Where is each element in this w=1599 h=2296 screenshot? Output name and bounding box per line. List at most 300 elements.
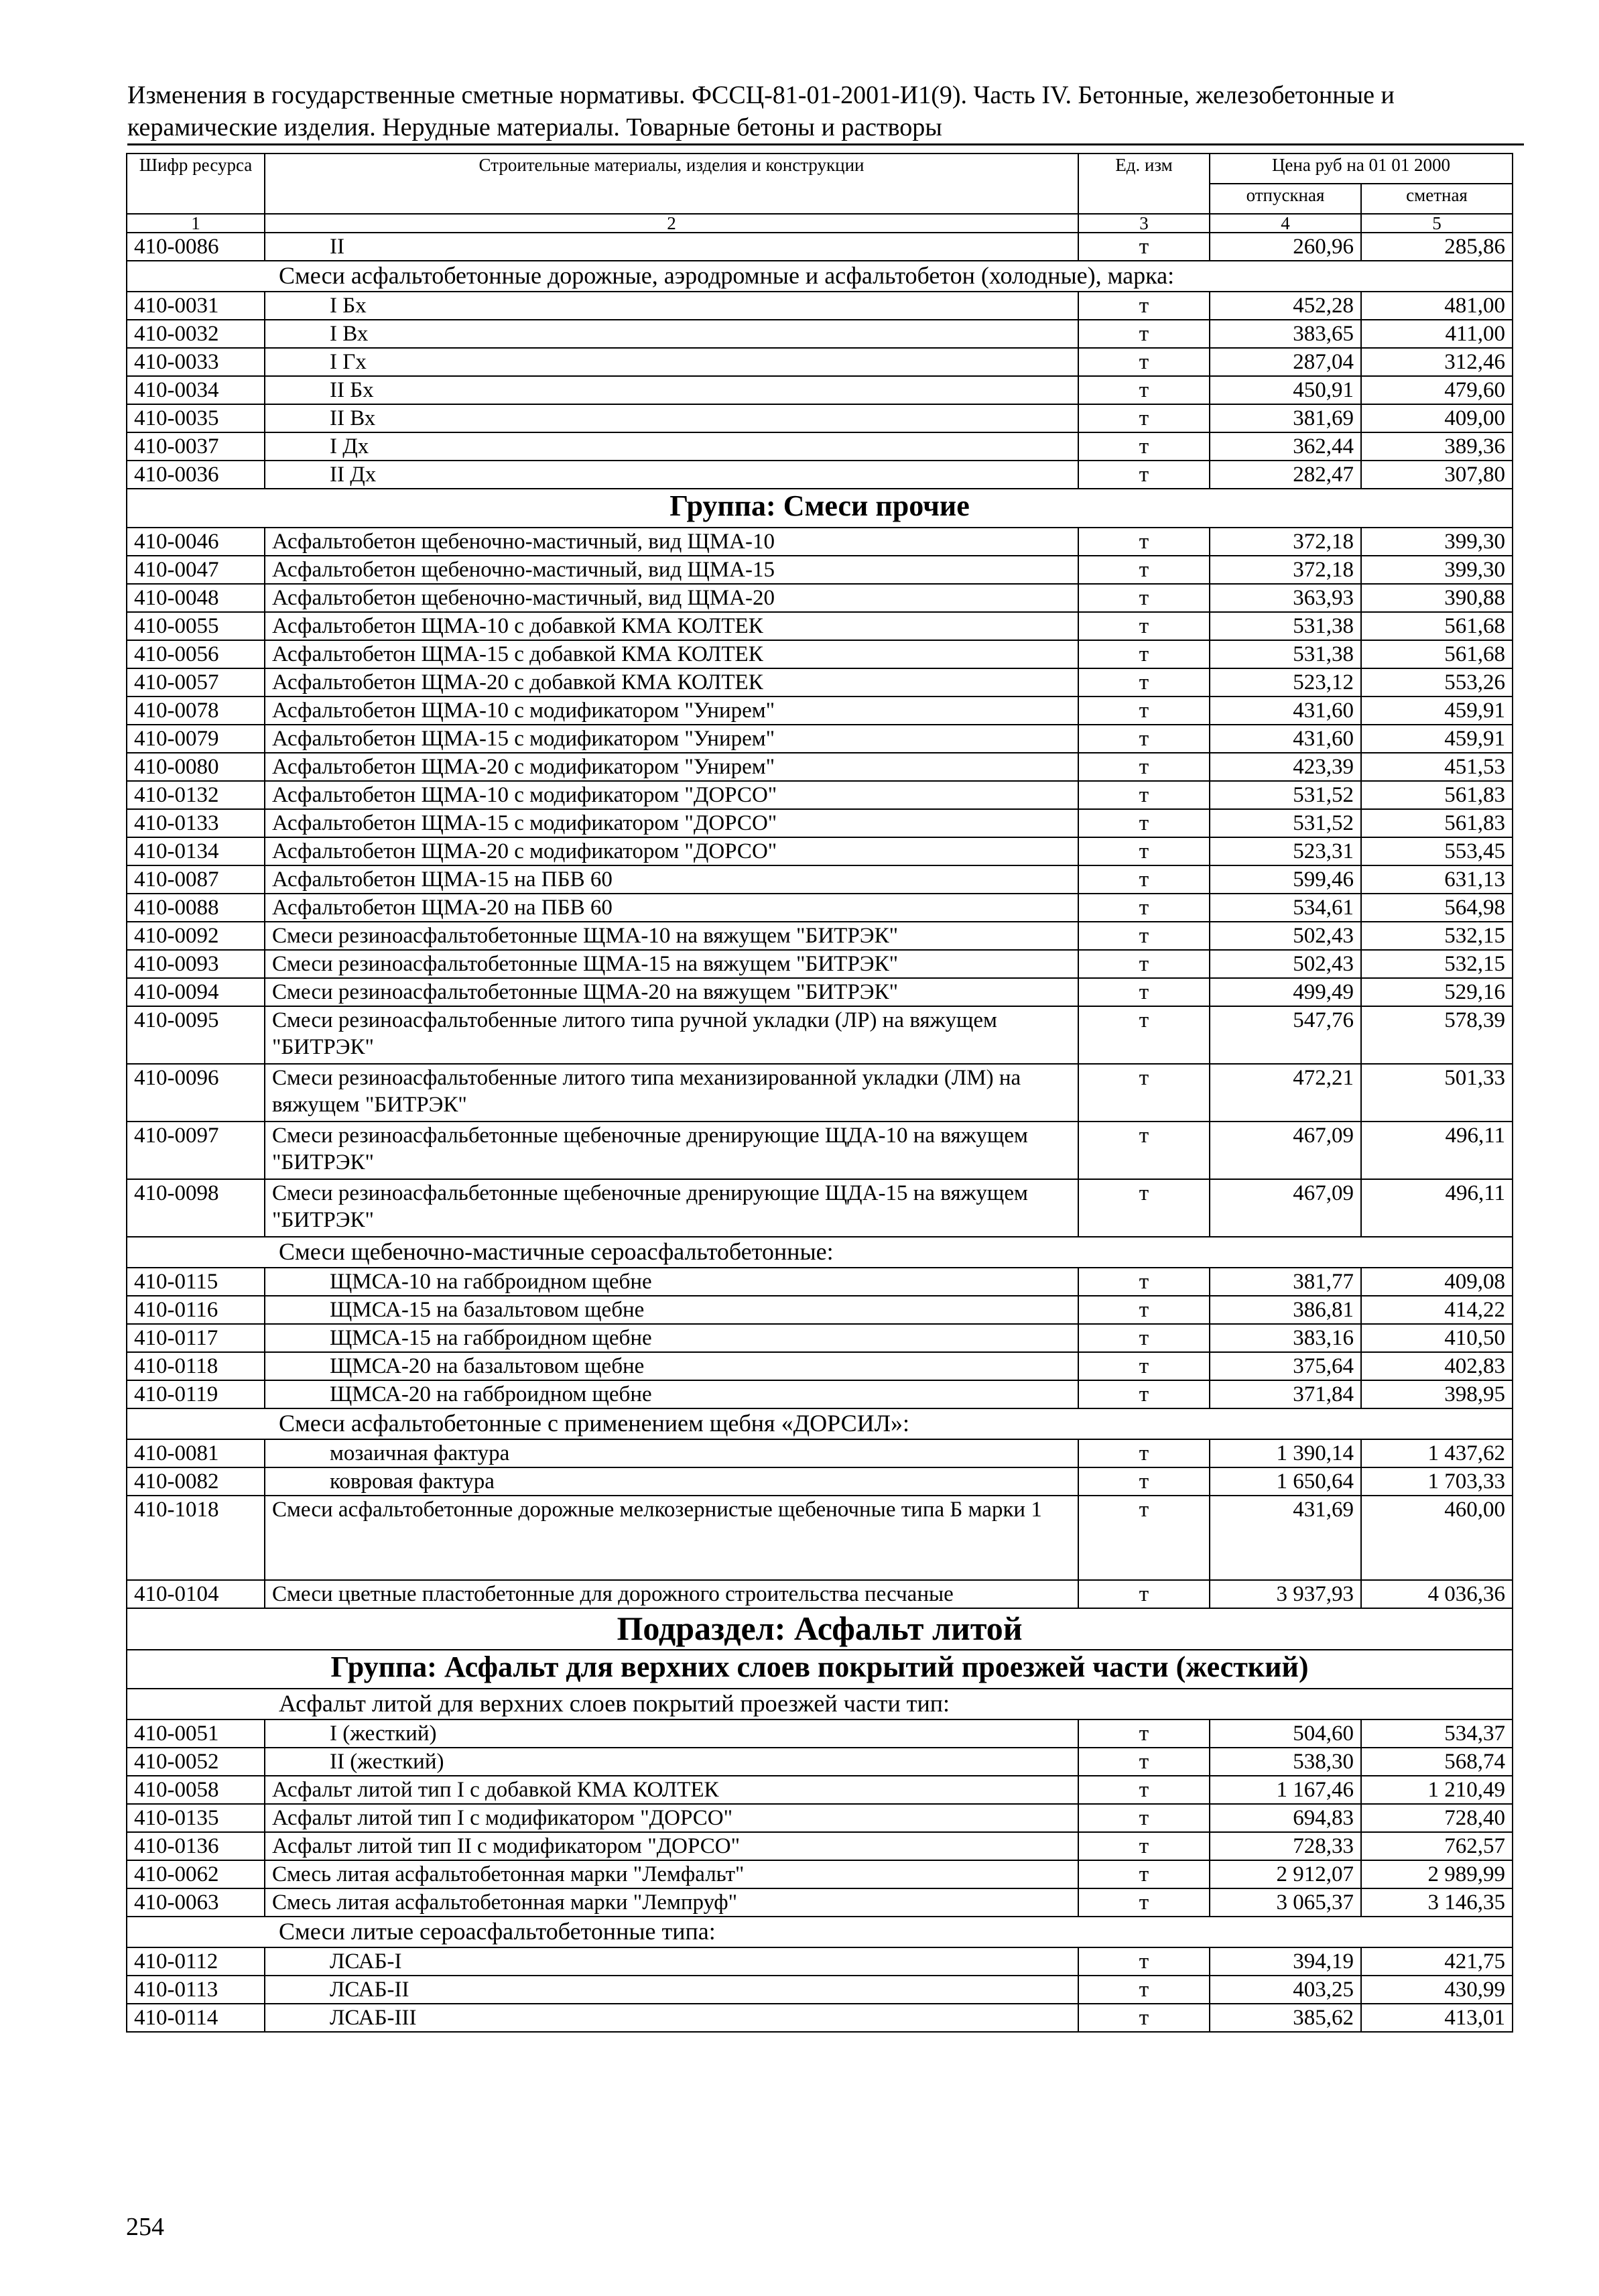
price-estimate: 459,91 xyxy=(1361,697,1513,725)
material-name: ковровая фактура xyxy=(265,1467,1078,1496)
price-estimate: 410,50 xyxy=(1361,1324,1513,1352)
group-heading: Группа: Смеси прочие xyxy=(127,489,1513,528)
unit-of-measure: т xyxy=(1078,233,1210,261)
price-estimate: 496,11 xyxy=(1361,1122,1513,1179)
resource-code: 410-0035 xyxy=(127,404,265,432)
material-name: Асфальт литой тип I с добавкой КМА КОЛТЕК xyxy=(265,1776,1078,1804)
resource-code: 410-0104 xyxy=(127,1580,265,1608)
unit-of-measure: т xyxy=(1078,922,1210,950)
section-label: Смеси асфальтобетонные с применением щебня «ДОРСИЛ»: xyxy=(127,1408,1513,1439)
material-name: ЩМСА-15 на базальтовом щебне xyxy=(265,1296,1078,1324)
table-row xyxy=(127,1268,1513,1296)
table-row xyxy=(127,1064,1513,1122)
price-release: 531,38 xyxy=(1210,640,1361,668)
price-estimate: 564,98 xyxy=(1361,894,1513,922)
price-estimate: 1 703,33 xyxy=(1361,1467,1513,1496)
column-header-price: Цена руб на 01 01 2000 xyxy=(1210,154,1513,184)
price-release: 523,12 xyxy=(1210,668,1361,697)
resource-code: 410-0047 xyxy=(127,556,265,584)
unit-of-measure: т xyxy=(1078,1179,1210,1237)
price-release: 362,44 xyxy=(1210,432,1361,461)
price-release: 375,64 xyxy=(1210,1352,1361,1380)
price-estimate: 398,95 xyxy=(1361,1380,1513,1408)
table-row xyxy=(127,528,1513,556)
resource-code: 410-0092 xyxy=(127,922,265,950)
resource-code: 410-0057 xyxy=(127,668,265,697)
table-row xyxy=(127,1719,1513,1748)
unit-of-measure: т xyxy=(1078,1006,1210,1064)
table-row xyxy=(127,1496,1513,1580)
header-rule xyxy=(127,143,1524,145)
material-name: II Вх xyxy=(265,404,1078,432)
table-row xyxy=(127,837,1513,865)
group-heading: Группа: Асфальт для верхних слоев покрытий проезжей части (жесткий) xyxy=(127,1650,1513,1689)
subsection-heading: Подраздел: Асфальт литой xyxy=(127,1608,1513,1650)
unit-of-measure: т xyxy=(1078,1776,1210,1804)
resource-code: 410-0033 xyxy=(127,348,265,376)
price-estimate: 459,91 xyxy=(1361,725,1513,753)
price-estimate: 1 437,62 xyxy=(1361,1439,1513,1467)
table-row xyxy=(127,1580,1513,1608)
material-name: Асфальтобетон ЩМА-15 с модификатором "ДОРСО" xyxy=(265,809,1078,837)
unit-of-measure: т xyxy=(1078,1467,1210,1496)
unit-of-measure: т xyxy=(1078,1976,1210,2004)
price-estimate: 568,74 xyxy=(1361,1748,1513,1776)
price-estimate: 762,57 xyxy=(1361,1832,1513,1860)
table-row xyxy=(127,781,1513,809)
table-row xyxy=(127,320,1513,348)
table-row xyxy=(127,1832,1513,1860)
resource-code: 410-0032 xyxy=(127,320,265,348)
unit-of-measure: т xyxy=(1078,461,1210,489)
price-release: 371,84 xyxy=(1210,1380,1361,1408)
price-release: 431,69 xyxy=(1210,1496,1361,1580)
price-release: 502,43 xyxy=(1210,922,1361,950)
unit-of-measure: т xyxy=(1078,1122,1210,1179)
resource-code: 410-0113 xyxy=(127,1976,265,2004)
table-row xyxy=(127,809,1513,837)
resource-code: 410-1018 xyxy=(127,1496,265,1580)
unit-of-measure: т xyxy=(1078,612,1210,640)
table-row xyxy=(127,1439,1513,1467)
resource-code: 410-0036 xyxy=(127,461,265,489)
table-row xyxy=(127,2004,1513,2032)
table-row xyxy=(127,292,1513,320)
table-row xyxy=(127,865,1513,894)
unit-of-measure: т xyxy=(1078,1324,1210,1352)
group-heading-row xyxy=(127,1650,1513,1689)
table-row xyxy=(127,753,1513,781)
material-name: Асфальтобетон ЩМА-20 на ПБВ 60 xyxy=(265,894,1078,922)
price-release: 472,21 xyxy=(1210,1064,1361,1122)
price-release: 502,43 xyxy=(1210,950,1361,978)
unit-of-measure: т xyxy=(1078,697,1210,725)
resource-code: 410-0117 xyxy=(127,1324,265,1352)
section-label-row xyxy=(127,1408,1513,1439)
material-name: Асфальтобетон щебеночно-мастичный, вид ЩМА-20 xyxy=(265,584,1078,612)
resource-code: 410-0132 xyxy=(127,781,265,809)
table-row xyxy=(127,1860,1513,1888)
table-row xyxy=(127,461,1513,489)
unit-of-measure: т xyxy=(1078,781,1210,809)
unit-of-measure: т xyxy=(1078,404,1210,432)
column-number: 2 xyxy=(265,214,1078,233)
price-estimate: 534,37 xyxy=(1361,1719,1513,1748)
resource-code: 410-0055 xyxy=(127,612,265,640)
price-release: 467,09 xyxy=(1210,1122,1361,1179)
resource-code: 410-0082 xyxy=(127,1467,265,1496)
section-label-row xyxy=(127,1237,1513,1268)
page-number: 254 xyxy=(126,2213,164,2241)
price-release: 3 065,37 xyxy=(1210,1888,1361,1917)
price-release: 728,33 xyxy=(1210,1832,1361,1860)
price-estimate: 561,68 xyxy=(1361,612,1513,640)
resource-code: 410-0118 xyxy=(127,1352,265,1380)
price-estimate: 409,00 xyxy=(1361,404,1513,432)
header-line-1: Изменения в государственные сметные нормативы. ФССЦ-81-01-2001-И1(9). Часть IV. Бетонные, железобетонные и xyxy=(127,81,1395,109)
unit-of-measure: т xyxy=(1078,320,1210,348)
price-estimate: 2 989,99 xyxy=(1361,1860,1513,1888)
column-header-code: Шифр ресурса xyxy=(127,154,265,214)
material-name: Асфальтобетон ЩМА-10 с модификатором "ДОРСО" xyxy=(265,781,1078,809)
price-release: 431,60 xyxy=(1210,725,1361,753)
unit-of-measure: т xyxy=(1078,1804,1210,1832)
unit-of-measure: т xyxy=(1078,556,1210,584)
resource-code: 410-0119 xyxy=(127,1380,265,1408)
resource-code: 410-0096 xyxy=(127,1064,265,1122)
material-name: Асфальтобетон ЩМА-15 на ПБВ 60 xyxy=(265,865,1078,894)
column-header-name: Строительные материалы, изделия и конструкции xyxy=(265,154,1078,214)
material-name: Асфальтобетон ЩМА-10 с добавкой КМА КОЛТЕК xyxy=(265,612,1078,640)
material-name: ЛСАБ-III xyxy=(265,2004,1078,2032)
price-estimate: 561,83 xyxy=(1361,781,1513,809)
price-release: 381,69 xyxy=(1210,404,1361,432)
material-name: Асфальтобетон ЩМА-15 с добавкой КМА КОЛТЕК xyxy=(265,640,1078,668)
price-release: 694,83 xyxy=(1210,1804,1361,1832)
resource-code: 410-0034 xyxy=(127,376,265,404)
table-row xyxy=(127,612,1513,640)
price-release: 450,91 xyxy=(1210,376,1361,404)
column-number: 1 xyxy=(127,214,265,233)
material-name: Асфальтобетон ЩМА-20 с добавкой КМА КОЛТЕК xyxy=(265,668,1078,697)
resource-code: 410-0087 xyxy=(127,865,265,894)
price-estimate: 430,99 xyxy=(1361,1976,1513,2004)
unit-of-measure: т xyxy=(1078,1719,1210,1748)
resource-code: 410-0088 xyxy=(127,894,265,922)
unit-of-measure: т xyxy=(1078,753,1210,781)
material-name: Асфальт литой тип I с модификатором "ДОРСО" xyxy=(265,1804,1078,1832)
price-release: 385,62 xyxy=(1210,2004,1361,2032)
resource-code: 410-0037 xyxy=(127,432,265,461)
unit-of-measure: т xyxy=(1078,1748,1210,1776)
price-estimate: 561,83 xyxy=(1361,809,1513,837)
unit-of-measure: т xyxy=(1078,1352,1210,1380)
price-release: 423,39 xyxy=(1210,753,1361,781)
unit-of-measure: т xyxy=(1078,1947,1210,1976)
price-release: 531,52 xyxy=(1210,809,1361,837)
material-name: Асфальт литой тип II с модификатором "ДОРСО" xyxy=(265,1832,1078,1860)
material-name: ЛСАБ-II xyxy=(265,1976,1078,2004)
unit-of-measure: т xyxy=(1078,1439,1210,1467)
column-header-unit: Ед. изм xyxy=(1078,154,1210,214)
price-release: 599,46 xyxy=(1210,865,1361,894)
price-estimate: 402,83 xyxy=(1361,1352,1513,1380)
price-release: 523,31 xyxy=(1210,837,1361,865)
table-row xyxy=(127,1179,1513,1237)
table-row xyxy=(127,668,1513,697)
resource-code: 410-0052 xyxy=(127,1748,265,1776)
resource-code: 410-0115 xyxy=(127,1268,265,1296)
unit-of-measure: т xyxy=(1078,950,1210,978)
price-release: 531,38 xyxy=(1210,612,1361,640)
resource-code: 410-0134 xyxy=(127,837,265,865)
unit-of-measure: т xyxy=(1078,528,1210,556)
section-label: Смеси асфальтобетонные дорожные, аэродромные и асфальтобетон (холодные), марка: xyxy=(127,261,1513,292)
price-release: 363,93 xyxy=(1210,584,1361,612)
material-name: мозаичная фактура xyxy=(265,1439,1078,1467)
material-name: Смеси резиноасфальбетонные щебеночные дренирующие ЩДА-15 на вяжущем "БИТРЭК" xyxy=(265,1179,1078,1237)
table-row xyxy=(127,697,1513,725)
resource-code: 410-0133 xyxy=(127,809,265,837)
column-number: 4 xyxy=(1210,214,1361,233)
price-table xyxy=(126,153,1513,2033)
unit-of-measure: т xyxy=(1078,2004,1210,2032)
price-release: 381,77 xyxy=(1210,1268,1361,1296)
price-estimate: 451,53 xyxy=(1361,753,1513,781)
material-name: II xyxy=(265,233,1078,261)
material-name: I Гх xyxy=(265,348,1078,376)
table-row xyxy=(127,1976,1513,2004)
material-name: Смесь литая асфальтобетонная марки "Лемфальт" xyxy=(265,1860,1078,1888)
price-release: 531,52 xyxy=(1210,781,1361,809)
resource-code: 410-0062 xyxy=(127,1860,265,1888)
price-release: 372,18 xyxy=(1210,556,1361,584)
unit-of-measure: т xyxy=(1078,1064,1210,1122)
price-estimate: 409,08 xyxy=(1361,1268,1513,1296)
price-estimate: 553,45 xyxy=(1361,837,1513,865)
table-row xyxy=(127,556,1513,584)
price-estimate: 389,36 xyxy=(1361,432,1513,461)
price-estimate: 631,13 xyxy=(1361,865,1513,894)
unit-of-measure: т xyxy=(1078,376,1210,404)
price-estimate: 460,00 xyxy=(1361,1496,1513,1580)
table-row xyxy=(127,1748,1513,1776)
material-name: ЩМСА-20 на базальтовом щебне xyxy=(265,1352,1078,1380)
price-estimate: 481,00 xyxy=(1361,292,1513,320)
material-name: I Бх xyxy=(265,292,1078,320)
column-number-row xyxy=(127,214,1513,233)
material-name: Смесь литая асфальтобетонная марки "Лемпруф" xyxy=(265,1888,1078,1917)
resource-code: 410-0112 xyxy=(127,1947,265,1976)
section-label: Смеси щебеночно-мастичные сероасфальтобетонные: xyxy=(127,1237,1513,1268)
table-row xyxy=(127,1776,1513,1804)
price-estimate: 553,26 xyxy=(1361,668,1513,697)
price-release: 372,18 xyxy=(1210,528,1361,556)
table-row xyxy=(127,1804,1513,1832)
price-release: 538,30 xyxy=(1210,1748,1361,1776)
unit-of-measure: т xyxy=(1078,1860,1210,1888)
table-row xyxy=(127,1467,1513,1496)
price-estimate: 728,40 xyxy=(1361,1804,1513,1832)
price-release: 504,60 xyxy=(1210,1719,1361,1748)
table-header xyxy=(127,154,1513,233)
table-row xyxy=(127,1122,1513,1179)
unit-of-measure: т xyxy=(1078,1496,1210,1580)
group-heading-row xyxy=(127,489,1513,528)
material-name: Асфальтобетон ЩМА-20 с модификатором "Унирем" xyxy=(265,753,1078,781)
table-body xyxy=(127,233,1513,2032)
table-row xyxy=(127,1324,1513,1352)
table-row xyxy=(127,233,1513,261)
resource-code: 410-0114 xyxy=(127,2004,265,2032)
material-name: Асфальтобетон ЩМА-10 с модификатором "Унирем" xyxy=(265,697,1078,725)
price-estimate: 307,80 xyxy=(1361,461,1513,489)
table-row xyxy=(127,376,1513,404)
price-release: 547,76 xyxy=(1210,1006,1361,1064)
price-release: 282,47 xyxy=(1210,461,1361,489)
header-line-2: керамические изделия. Нерудные материалы. Товарные бетоны и растворы xyxy=(127,113,942,141)
resource-code: 410-0135 xyxy=(127,1804,265,1832)
price-release: 1 167,46 xyxy=(1210,1776,1361,1804)
unit-of-measure: т xyxy=(1078,292,1210,320)
table-row xyxy=(127,725,1513,753)
price-estimate: 496,11 xyxy=(1361,1179,1513,1237)
column-number: 5 xyxy=(1361,214,1513,233)
resource-code: 410-0063 xyxy=(127,1888,265,1917)
material-name: I Вх xyxy=(265,320,1078,348)
unit-of-measure: т xyxy=(1078,348,1210,376)
resource-code: 410-0046 xyxy=(127,528,265,556)
section-label-row xyxy=(127,1917,1513,1947)
price-release: 431,60 xyxy=(1210,697,1361,725)
unit-of-measure: т xyxy=(1078,978,1210,1006)
table-row xyxy=(127,640,1513,668)
resource-code: 410-0079 xyxy=(127,725,265,753)
table-row xyxy=(127,584,1513,612)
table-row xyxy=(127,1006,1513,1064)
material-name: Асфальтобетон ЩМА-20 с модификатором "ДОРСО" xyxy=(265,837,1078,865)
price-estimate: 390,88 xyxy=(1361,584,1513,612)
price-estimate: 413,01 xyxy=(1361,2004,1513,2032)
price-estimate: 4 036,36 xyxy=(1361,1580,1513,1608)
price-release: 3 937,93 xyxy=(1210,1580,1361,1608)
price-estimate: 285,86 xyxy=(1361,233,1513,261)
resource-code: 410-0056 xyxy=(127,640,265,668)
unit-of-measure: т xyxy=(1078,668,1210,697)
resource-code: 410-0051 xyxy=(127,1719,265,1748)
section-label-row xyxy=(127,261,1513,292)
material-name: Смеси асфальтобетонные дорожные мелкозернистые щебеночные типа Б марки 1 xyxy=(265,1496,1078,1580)
price-estimate: 529,16 xyxy=(1361,978,1513,1006)
price-estimate: 1 210,49 xyxy=(1361,1776,1513,1804)
table-row xyxy=(127,1888,1513,1917)
resource-code: 410-0058 xyxy=(127,1776,265,1804)
material-name: Смеси резиноасфальтобетонные ЩМА-10 на вяжущем "БИТРЭК" xyxy=(265,922,1078,950)
table-row xyxy=(127,432,1513,461)
material-name: Смеси резиноасфальтобенные литого типа ручной укладки (ЛР) на вяжущем "БИТРЭК" xyxy=(265,1006,1078,1064)
resource-code: 410-0098 xyxy=(127,1179,265,1237)
table-row xyxy=(127,922,1513,950)
table-row xyxy=(127,978,1513,1006)
page-header xyxy=(127,79,1521,143)
material-name: Смеси резиноасфальтобенные литого типа механизированной укладки (ЛМ) на вяжущем "БИТРЭК" xyxy=(265,1064,1078,1122)
resource-code: 410-0080 xyxy=(127,753,265,781)
resource-code: 410-0078 xyxy=(127,697,265,725)
price-release: 467,09 xyxy=(1210,1179,1361,1237)
unit-of-measure: т xyxy=(1078,640,1210,668)
price-release: 287,04 xyxy=(1210,348,1361,376)
price-release: 383,16 xyxy=(1210,1324,1361,1352)
table-row xyxy=(127,1296,1513,1324)
unit-of-measure: т xyxy=(1078,584,1210,612)
price-release: 386,81 xyxy=(1210,1296,1361,1324)
material-name: II (жесткий) xyxy=(265,1748,1078,1776)
table-row xyxy=(127,1947,1513,1976)
resource-code: 410-0031 xyxy=(127,292,265,320)
price-estimate: 414,22 xyxy=(1361,1296,1513,1324)
unit-of-measure: т xyxy=(1078,1580,1210,1608)
table-row xyxy=(127,894,1513,922)
resource-code: 410-0093 xyxy=(127,950,265,978)
material-name: I Дх xyxy=(265,432,1078,461)
price-estimate: 479,60 xyxy=(1361,376,1513,404)
price-estimate: 3 146,35 xyxy=(1361,1888,1513,1917)
material-name: ЩМСА-10 на габброидном щебне xyxy=(265,1268,1078,1296)
material-name: Асфальтобетон ЩМА-15 с модификатором "Унирем" xyxy=(265,725,1078,753)
price-estimate: 399,30 xyxy=(1361,556,1513,584)
subsection-heading-row xyxy=(127,1608,1513,1650)
column-number: 3 xyxy=(1078,214,1210,233)
price-estimate: 532,15 xyxy=(1361,922,1513,950)
material-name: Смеси резиноасфальбетонные щебеночные дренирующие ЩДА-10 на вяжущем "БИТРЭК" xyxy=(265,1122,1078,1179)
material-name: II Дх xyxy=(265,461,1078,489)
price-estimate: 501,33 xyxy=(1361,1064,1513,1122)
resource-code: 410-0116 xyxy=(127,1296,265,1324)
price-estimate: 399,30 xyxy=(1361,528,1513,556)
material-name: Асфальтобетон щебеночно-мастичный, вид ЩМА-15 xyxy=(265,556,1078,584)
price-release: 499,49 xyxy=(1210,978,1361,1006)
material-name: Смеси цветные пластобетонные для дорожного строительства песчаные xyxy=(265,1580,1078,1608)
table-row xyxy=(127,404,1513,432)
resource-code: 410-0048 xyxy=(127,584,265,612)
unit-of-measure: т xyxy=(1078,837,1210,865)
unit-of-measure: т xyxy=(1078,1268,1210,1296)
price-release: 260,96 xyxy=(1210,233,1361,261)
material-name: I (жесткий) xyxy=(265,1719,1078,1748)
section-label: Асфальт литой для верхних слоев покрытий проезжей части тип: xyxy=(127,1689,1513,1719)
material-name: II Бх xyxy=(265,376,1078,404)
resource-code: 410-0136 xyxy=(127,1832,265,1860)
price-estimate: 532,15 xyxy=(1361,950,1513,978)
price-estimate: 561,68 xyxy=(1361,640,1513,668)
unit-of-measure: т xyxy=(1078,865,1210,894)
resource-code: 410-0094 xyxy=(127,978,265,1006)
price-estimate: 578,39 xyxy=(1361,1006,1513,1064)
resource-code: 410-0081 xyxy=(127,1439,265,1467)
table-row xyxy=(127,1380,1513,1408)
resource-code: 410-0097 xyxy=(127,1122,265,1179)
price-estimate: 411,00 xyxy=(1361,320,1513,348)
price-estimate: 421,75 xyxy=(1361,1947,1513,1976)
price-release: 403,25 xyxy=(1210,1976,1361,2004)
material-name: Асфальтобетон щебеночно-мастичный, вид ЩМА-10 xyxy=(265,528,1078,556)
unit-of-measure: т xyxy=(1078,1832,1210,1860)
price-release: 1 650,64 xyxy=(1210,1467,1361,1496)
material-name: ЩМСА-15 на габброидном щебне xyxy=(265,1324,1078,1352)
table-row xyxy=(127,950,1513,978)
price-release: 452,28 xyxy=(1210,292,1361,320)
price-release: 534,61 xyxy=(1210,894,1361,922)
